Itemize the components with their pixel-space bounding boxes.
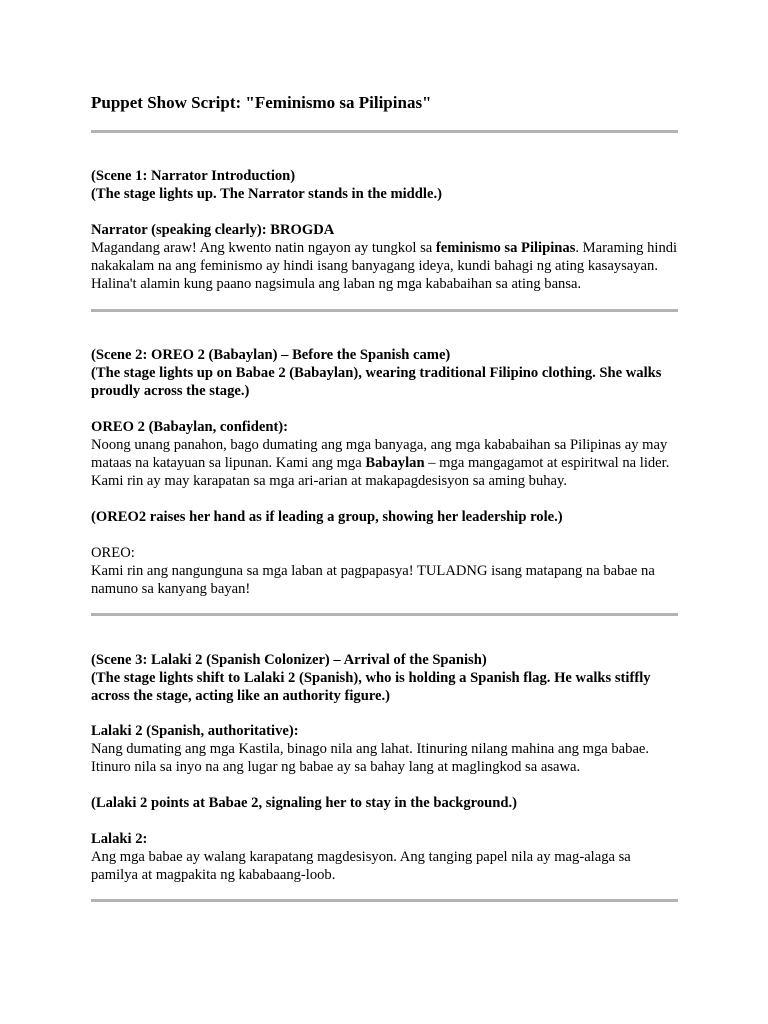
scene1-heading: (Scene 1: Narrator Introduction) [91, 168, 296, 184]
scene2-direction: (The stage lights up on Babae 2 (Babaylan), wearing traditional Filipino clothing. She walks proudly across the stage.) [91, 365, 662, 399]
scene1-dialogue [91, 239, 681, 293]
scene2-text-a: Noong unang panahon, bago dumating ang mga banyaga, ang mga kababaihan sa Pilipinas ay may mataas na katayuan sa lipunan. Kami ang mga [91, 437, 668, 471]
scene2-action: (OREO2 raises her hand as if leading a group, showing her leadership role.) [91, 509, 563, 525]
scene3-heading: (Scene 3: Lalaki 2 (Spanish Colonizer) – Arrival of the Spanish) [91, 652, 487, 668]
scene3-dialogue: Nang dumating ang mga Kastila, binago nila ang lahat. Itinuring nilang mahina ang mga babae. Itinuro nila sa inyo na ang lugar ng babae ay sa bahay lang at maglingkod sa asawa. [91, 741, 650, 775]
scene2-dialogue2: Kami rin ang nangunguna sa mga laban at pagpapasya! TULADNG isang matapang na babae na namuno sa kanyang bayan! [91, 563, 655, 597]
scene2-speaker2: OREO: [91, 545, 135, 561]
scene1-speaker: Narrator (speaking clearly): BROGDA [91, 222, 335, 238]
scene2-heading: (Scene 2: OREO 2 (Babaylan) – Before the Spanish came) [91, 347, 451, 363]
scene3-action: (Lalaki 2 points at Babae 2, signaling her to stay in the background.) [91, 795, 517, 811]
scene2-speaker: OREO 2 (Babaylan, confident): [91, 419, 289, 435]
scene1-text-bold: feminismo sa Pilipinas [435, 240, 576, 256]
scene3-direction: (The stage lights shift to Lalaki 2 (Spanish), who is holding a Spanish flag. He walks stiffly across the stage, acting like an authority figure.) [91, 670, 651, 704]
page-title: Puppet Show Script: "Feminismo sa Pilipinas" [91, 93, 432, 112]
scene2-dialogue [91, 436, 681, 490]
scene1-direction: (The stage lights up. The Narrator stands in the middle.) [91, 186, 442, 202]
scene2-text-b: – mga mangagamot at espiritwal na lider. Kami rin ay may karapatan sa mga ari-arian at makapagdesisyon sa aming buhay. [91, 455, 670, 489]
scene3-speaker2: Lalaki 2: [91, 831, 148, 847]
scene1-text-b: . Maraming hindi nakakalam na ang feminismo ay hindi isang banyagang ideya, kundi bahagi ng ating kasaysayan. Halina't alamin kung paano nagsimula ang laban ng mga kababaihan sa ating bansa. [91, 240, 678, 292]
divider [91, 309, 678, 312]
divider [91, 899, 678, 902]
scene3-dialogue2: Ang mga babae ay walang karapatang magdesisyon. Ang tanging papel nila ay mag-alaga sa pamilya at magpakita ng kababaang-loob. [91, 849, 631, 883]
scene3-speaker: Lalaki 2 (Spanish, authoritative): [91, 723, 299, 739]
scene2-text-bold: Babaylan [365, 455, 425, 471]
divider [91, 130, 678, 133]
divider [91, 613, 678, 616]
scene1-text-a: Magandang araw! Ang kwento natin ngayon ay tungkol sa [91, 240, 436, 256]
